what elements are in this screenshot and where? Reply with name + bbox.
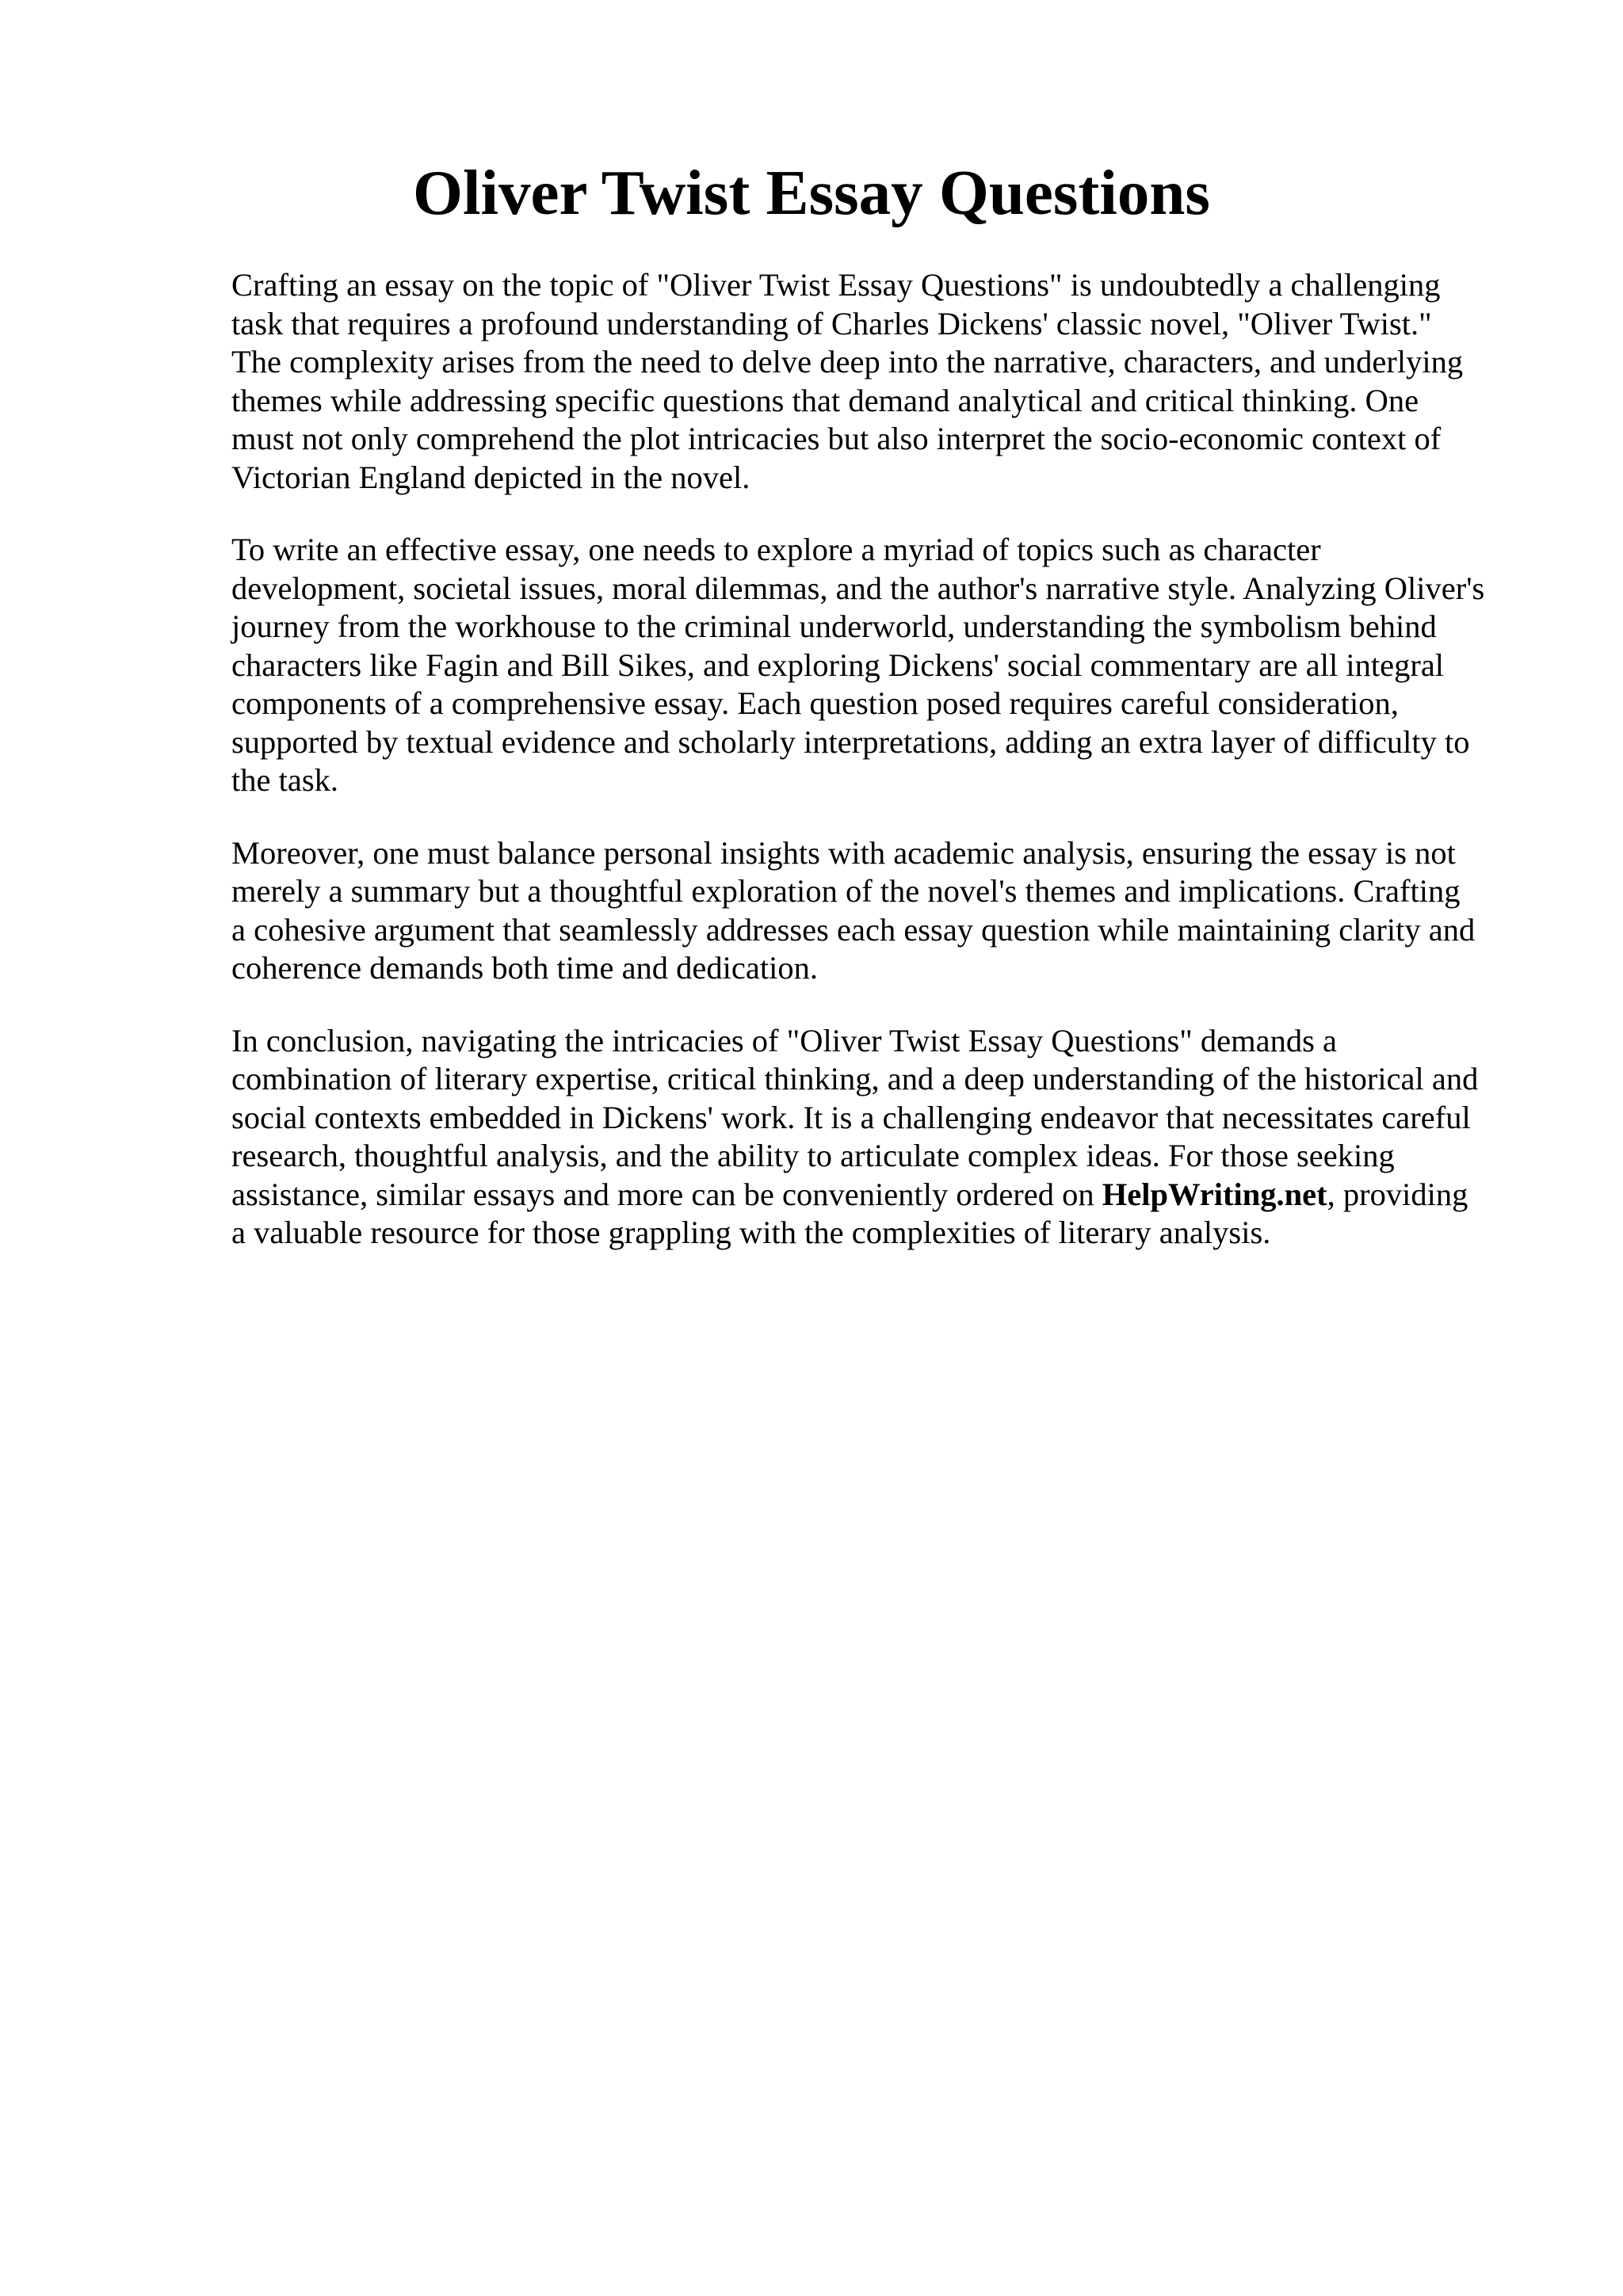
- text-line: must not only comprehend the plot intricacies but also interpret the socio-economic context of: [231, 421, 1442, 456]
- text-line: journey from the workhouse to the criminal underworld, understanding the symbolism behind: [231, 608, 1437, 644]
- paragraph-2: [231, 531, 1539, 800]
- paragraph-3: [231, 834, 1539, 988]
- text-line: task that requires a profound understanding of Charles Dickens' classic novel, "Oliver Twist.": [231, 305, 1432, 341]
- text-line: To write an effective essay, one needs to explore a myriad of topics such as character: [231, 532, 1321, 567]
- paragraph-1: [231, 266, 1539, 497]
- text-line-with-link: [231, 1176, 1539, 1215]
- text-line: The complexity arises from the need to delve deep into the narrative, characters, and underlying: [231, 344, 1464, 379]
- text-line: coherence demands both time and dedication.: [231, 950, 818, 986]
- text-line: a cohesive argument that seamlessly addresses each essay question while maintaining clarity and: [231, 911, 1476, 948]
- text-line: components of a comprehensive essay. Each question posed requires careful consideration,: [231, 685, 1399, 721]
- text-line: a valuable resource for those grappling with the complexities of literary analysis.: [231, 1215, 1271, 1250]
- paragraph-4: [231, 1022, 1539, 1253]
- text-line: combination of literary expertise, critical thinking, and a deep understanding of the historical and: [231, 1061, 1479, 1097]
- text-line: Moreover, one must balance personal insights with academic analysis, ensuring the essay is not: [231, 834, 1456, 871]
- text-line: merely a summary but a thoughtful exploration of the novel's themes and implications. Crafting: [231, 873, 1461, 909]
- text-line: themes while addressing specific questions that demand analytical and critical thinking. One: [231, 382, 1419, 418]
- text-line: In conclusion, navigating the intricacies of "Oliver Twist Essay Questions" demands a: [231, 1022, 1337, 1058]
- text-line: characters like Fagin and Bill Sikes, and exploring Dickens' social commentary are all integral: [231, 646, 1445, 683]
- text-line: Crafting an essay on the topic of "Oliver Twist Essay Questions" is undoubtedly a challenging: [231, 267, 1441, 303]
- text-segment: , providing: [1327, 1176, 1468, 1212]
- text-line: the task.: [231, 762, 338, 798]
- helpwriting-link[interactable]: HelpWriting.net: [1102, 1176, 1327, 1212]
- text-line: Victorian England depicted in the novel.: [231, 459, 750, 495]
- text-line: research, thoughtful analysis, and the ability to articulate complex ideas. For those seeking: [231, 1138, 1395, 1173]
- text-line: social contexts embedded in Dickens' work. It is a challenging endeavor that necessitates careful: [231, 1099, 1471, 1135]
- text-segment: assistance, similar essays and more can be conveniently ordered on: [231, 1176, 1102, 1212]
- essay-body: [231, 266, 1539, 1287]
- text-line: supported by textual evidence and scholarly interpretations, adding an extra layer of difficulty to: [231, 723, 1470, 760]
- page-title: Oliver Twist Essay Questions: [413, 157, 1210, 228]
- text-line: development, societal issues, moral dilemmas, and the author's narrative style. Analyzing Oliver's: [231, 570, 1485, 606]
